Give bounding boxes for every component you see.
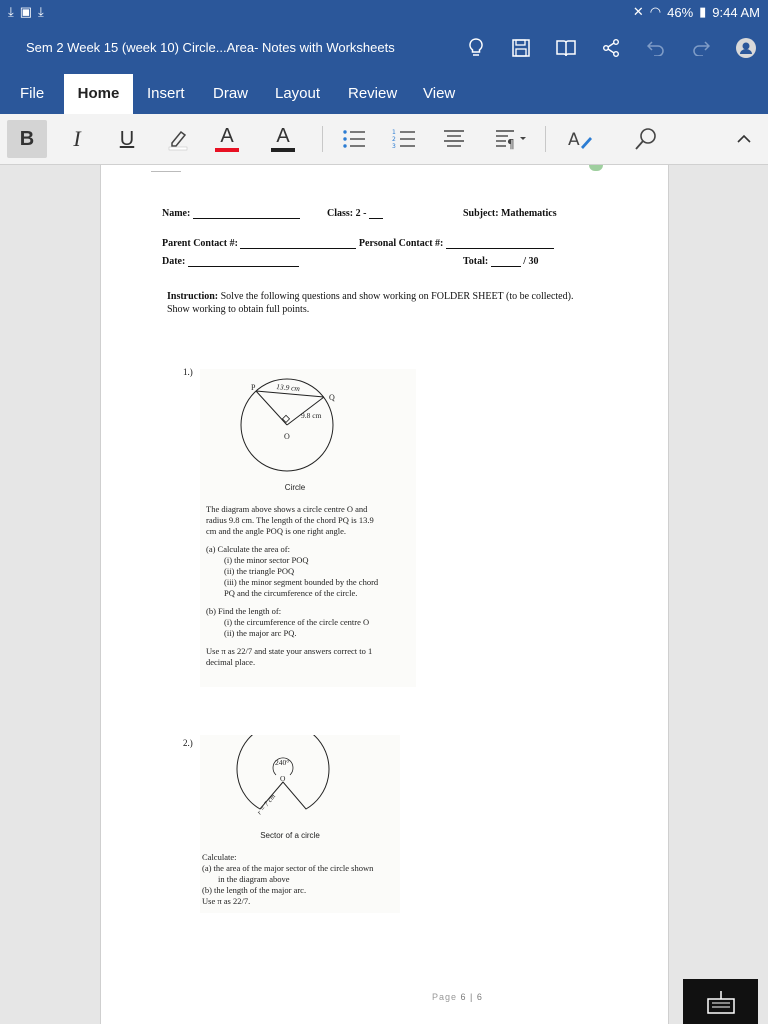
image-icon: ▣ (19, 4, 33, 19)
part-b-text: (b) the length of the major arc. (202, 885, 307, 895)
align-center-icon (442, 128, 466, 150)
part-b-heading: (b) Find the length of: (206, 606, 282, 616)
part-b-item: (ii) the major arc PQ. (224, 628, 297, 638)
header-logo (151, 165, 181, 172)
instruction-text: Solve the following questions and show working on FOLDER SHEET (to be collected). Show working to obtain full points. (167, 291, 574, 315)
subject-label: Subject: Mathematics (463, 208, 557, 219)
footer-page-prefix: Page (432, 992, 461, 1002)
save-icon[interactable] (509, 36, 533, 60)
sector-centre-label: O (280, 774, 286, 783)
tab-layout[interactable]: Layout (275, 85, 321, 102)
instruction-label: Instruction: (167, 291, 219, 302)
styles-icon (567, 127, 593, 151)
title-bar (0, 24, 768, 74)
document-viewport[interactable] (0, 165, 768, 1024)
total-field[interactable] (491, 266, 521, 267)
underline-button[interactable]: U (119, 127, 135, 150)
status-bar (0, 0, 768, 24)
parent-contact-label: Parent Contact #: (162, 238, 238, 249)
font-color-swatch (215, 148, 239, 152)
tab-draw[interactable]: Draw (213, 85, 249, 102)
font-color-button[interactable]: A (207, 120, 247, 158)
part-b-item: (i) the circumference of the circle centre O (224, 617, 370, 627)
sector-diagram (200, 735, 400, 831)
class-field[interactable] (369, 218, 383, 219)
bullets-button[interactable] (334, 120, 374, 158)
name-field[interactable] (193, 218, 300, 219)
question-1-image (200, 369, 416, 687)
label-q: Q (329, 393, 335, 402)
chevron-up-icon (737, 134, 751, 144)
header-emblem (589, 165, 603, 171)
battery-icon: ▮ (699, 4, 707, 19)
svg-text:2: 2 (392, 136, 396, 143)
numbered-list-icon (392, 128, 416, 150)
part-a-text: (a) the area of the major sector of the circle shown in the diagram above (202, 863, 374, 884)
instruction (167, 290, 577, 316)
align-button[interactable] (434, 120, 474, 158)
collapse-ribbon-button[interactable] (724, 120, 764, 158)
italic-button[interactable]: I (73, 126, 81, 151)
document-page[interactable] (100, 165, 669, 1024)
read-mode-icon[interactable] (554, 36, 578, 60)
name-label: Name: (162, 208, 191, 219)
share-icon[interactable] (599, 36, 623, 60)
question-1-text (206, 504, 386, 668)
highlighter-button[interactable] (158, 120, 198, 158)
sector-angle: 240° (275, 758, 290, 767)
bullet-list-icon (342, 128, 366, 150)
radius-length: 9.8 cm (301, 411, 322, 420)
tab-view[interactable]: View (423, 85, 456, 102)
sector-caption: Sector of a circle (260, 831, 320, 840)
question-1-intro: The diagram above shows a circle centre O and radius 9.8 cm. The length of the chord PQ is 13.9 cm and the angle POQ is one right angle. (206, 504, 374, 536)
tab-insert[interactable]: Insert (147, 85, 185, 102)
chord-length: 13.9 cm (275, 382, 301, 394)
text-color-button[interactable]: A (258, 120, 308, 158)
calculate-heading: Calculate: (202, 852, 237, 862)
question-2-image (200, 735, 400, 913)
clock: 9:44 AM (712, 4, 760, 20)
svg-text:A: A (568, 130, 580, 150)
wifi-icon: ◠ (649, 4, 662, 19)
lightbulb-icon[interactable] (464, 36, 488, 60)
part-a-heading: (a) Calculate the area of: (206, 544, 291, 554)
footer-page-number: 6 | 6 (460, 992, 483, 1002)
date-field[interactable] (188, 266, 299, 267)
download-icon: ⤓ (38, 4, 44, 19)
part-a-item: (ii) the triangle POQ (224, 566, 295, 576)
part-a-item: (iii) the minor segment bounded by the chord PQ and the circumference of the circle. (224, 577, 379, 598)
numbering-button[interactable] (384, 120, 424, 158)
total-suffix: / 30 (523, 256, 539, 267)
date-label: Date: (162, 256, 186, 267)
redo-icon[interactable] (689, 36, 713, 60)
personal-contact-field[interactable] (446, 248, 554, 249)
undo-icon[interactable] (644, 36, 668, 60)
highlighter-icon (166, 127, 190, 151)
tab-review[interactable]: Review (348, 85, 398, 102)
download-icon: ⤓ (8, 4, 14, 19)
part-a-item: (i) the minor sector POQ (224, 555, 309, 565)
tab-home[interactable]: Home (64, 74, 133, 114)
page-footer (432, 992, 483, 1002)
circle-diagram (200, 369, 416, 479)
toolbar-divider (545, 126, 546, 152)
personal-contact-label: Personal Contact #: (358, 238, 444, 249)
bold-button[interactable]: B (7, 120, 47, 158)
question-1-number: 1.) (183, 367, 193, 377)
document-title[interactable]: Sem 2 Week 15 (week 10) Circle...Area- Notes with Worksheets (26, 40, 395, 55)
label-p: P (251, 383, 256, 392)
parent-contact-field[interactable] (240, 248, 356, 249)
find-button[interactable] (626, 120, 666, 158)
question-2-number: 2.) (183, 738, 193, 748)
keyboard-icon (706, 990, 736, 1014)
account-avatar-icon[interactable] (734, 36, 758, 60)
tab-file[interactable]: File (20, 85, 45, 102)
text-color-swatch (271, 148, 295, 152)
svg-text:3: 3 (392, 143, 396, 150)
search-icon (634, 127, 658, 151)
keyboard-toggle-button[interactable] (683, 979, 758, 1024)
question-2-note: Use π as 22/7. (202, 896, 251, 906)
svg-text:¶: ¶ (507, 137, 515, 150)
question-1-note: Use π as 22/7 and state your answers correct to 1 decimal place. (206, 646, 373, 667)
styles-button[interactable] (560, 120, 600, 158)
circle-caption: Circle (284, 483, 306, 492)
paragraph-icon (494, 128, 528, 150)
ribbon-tabs (0, 74, 768, 114)
paragraph-options-button[interactable] (486, 120, 536, 158)
question-2-text (202, 852, 378, 907)
svg-text:1: 1 (392, 129, 396, 136)
total-label: Total: (463, 256, 489, 267)
sector-radius: r = 7 cm (255, 792, 278, 817)
home-toolbar (0, 114, 768, 165)
mute-icon: ✕ (632, 4, 644, 19)
label-o: O (284, 432, 290, 441)
class-label: Class: 2 - (327, 208, 367, 219)
toolbar-divider (322, 126, 323, 152)
battery-level: 46% (667, 4, 694, 20)
